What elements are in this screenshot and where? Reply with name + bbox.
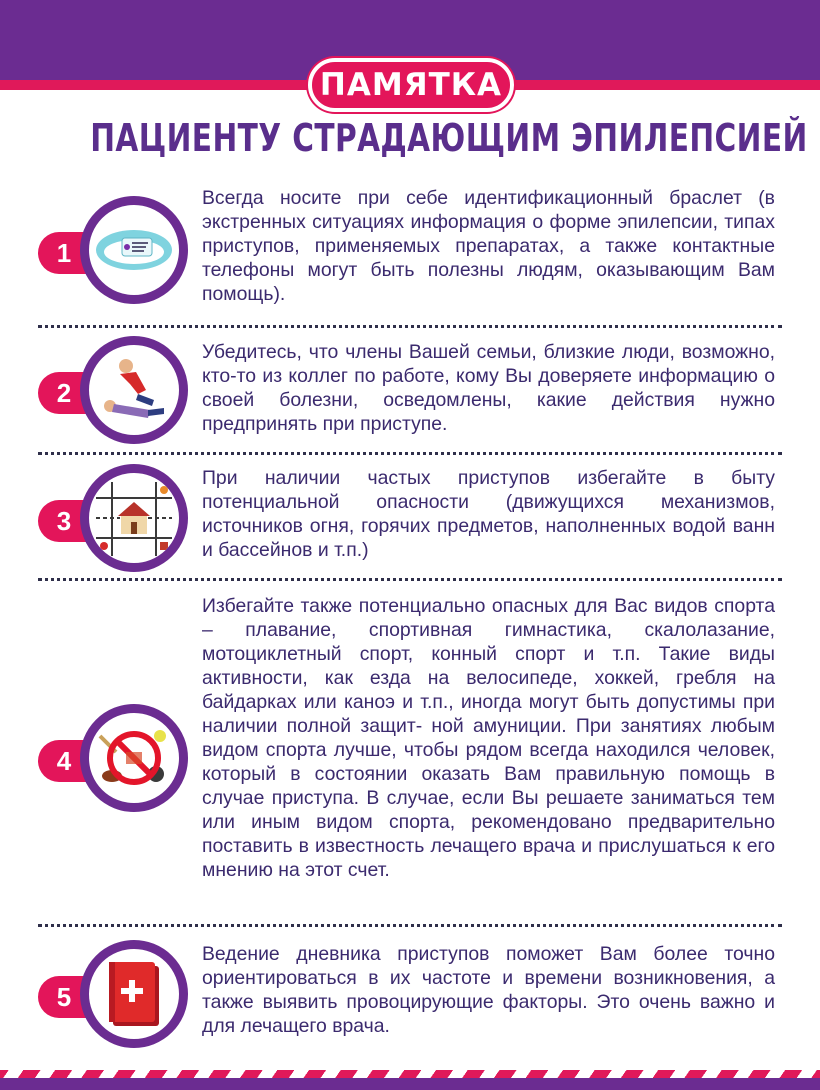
item-text-2: Убедитесь, что члены Вашей семьи, близкие люди, возможно, кто-то из коллег по работе, кому Вы доверяете информацию о своей болезни, осведомлены, какие действия нужно предпринять при приступе. <box>202 341 775 435</box>
item-number-5: 5 <box>38 976 98 1018</box>
divider <box>38 578 782 581</box>
item-text-1: Всегда носите при себе идентификационный браслет (в экстренных ситуациях информация о форме эпилепсии, типах приступов, применяемых препаратах, а также контактные телефоны могут быть полезны людям, оказывающим Вам помощь). <box>202 187 775 305</box>
item-text-4: Избегайте также потенциально опасных для Вас видов спорта – плавание, спортивная гимнастика, скалолазание, мотоциклетный спорт, конный спорт и т.п. Такие виды активности, как езда на велосипеде, хоккей, гребля на байдарках или каноэ и т.п., иногда могут быть допустимы при наличии полной защит- ной амуниции. При занятиях любым видом спорта лучше, чтобы рядом всегда находился человек, который в состоянии оказать Вам правильную помощь в случае приступа. В случае, если Вы решаете заниматься тем или иным видом спорта, рекомендовано предварительно поставить в известность лечащего врача и прислушаться к его мнению на этот счет. <box>202 595 775 881</box>
no-sports-icon <box>80 704 188 812</box>
medical-diary-icon <box>80 940 188 1048</box>
bracelet-icon <box>80 196 188 304</box>
first-aid-people-icon <box>80 336 188 444</box>
divider <box>38 452 782 455</box>
footer-band <box>0 1078 820 1090</box>
item-number-3: 3 <box>38 500 98 542</box>
memo-badge <box>308 58 514 112</box>
item-number-2: 2 <box>38 372 98 414</box>
item-number-4: 4 <box>38 740 98 782</box>
memo-badge-label: ПАМЯТКА <box>319 67 503 103</box>
page-title: ПАЦИЕНТУ СТРАДАЮЩИМ ЭПИЛЕПСИЕЙ <box>90 116 808 160</box>
divider <box>38 325 782 328</box>
item-text-5: Ведение дневника приступов поможет Вам более точно ориентироваться в их частоте и времени возникновения, а также выявить провоцирующие факторы. Это очень важно и для лечащего врача. <box>202 943 775 1037</box>
item-number-1: 1 <box>38 232 98 274</box>
house-hazards-icon <box>80 464 188 572</box>
divider <box>38 924 782 927</box>
item-text-3: При наличии частых приступов избегайте в быту потенциальной опасности (движущихся механизмов, источников огня, горячих предметов, наполненных водой ванн и бассейнов и т.п.) <box>202 467 775 561</box>
